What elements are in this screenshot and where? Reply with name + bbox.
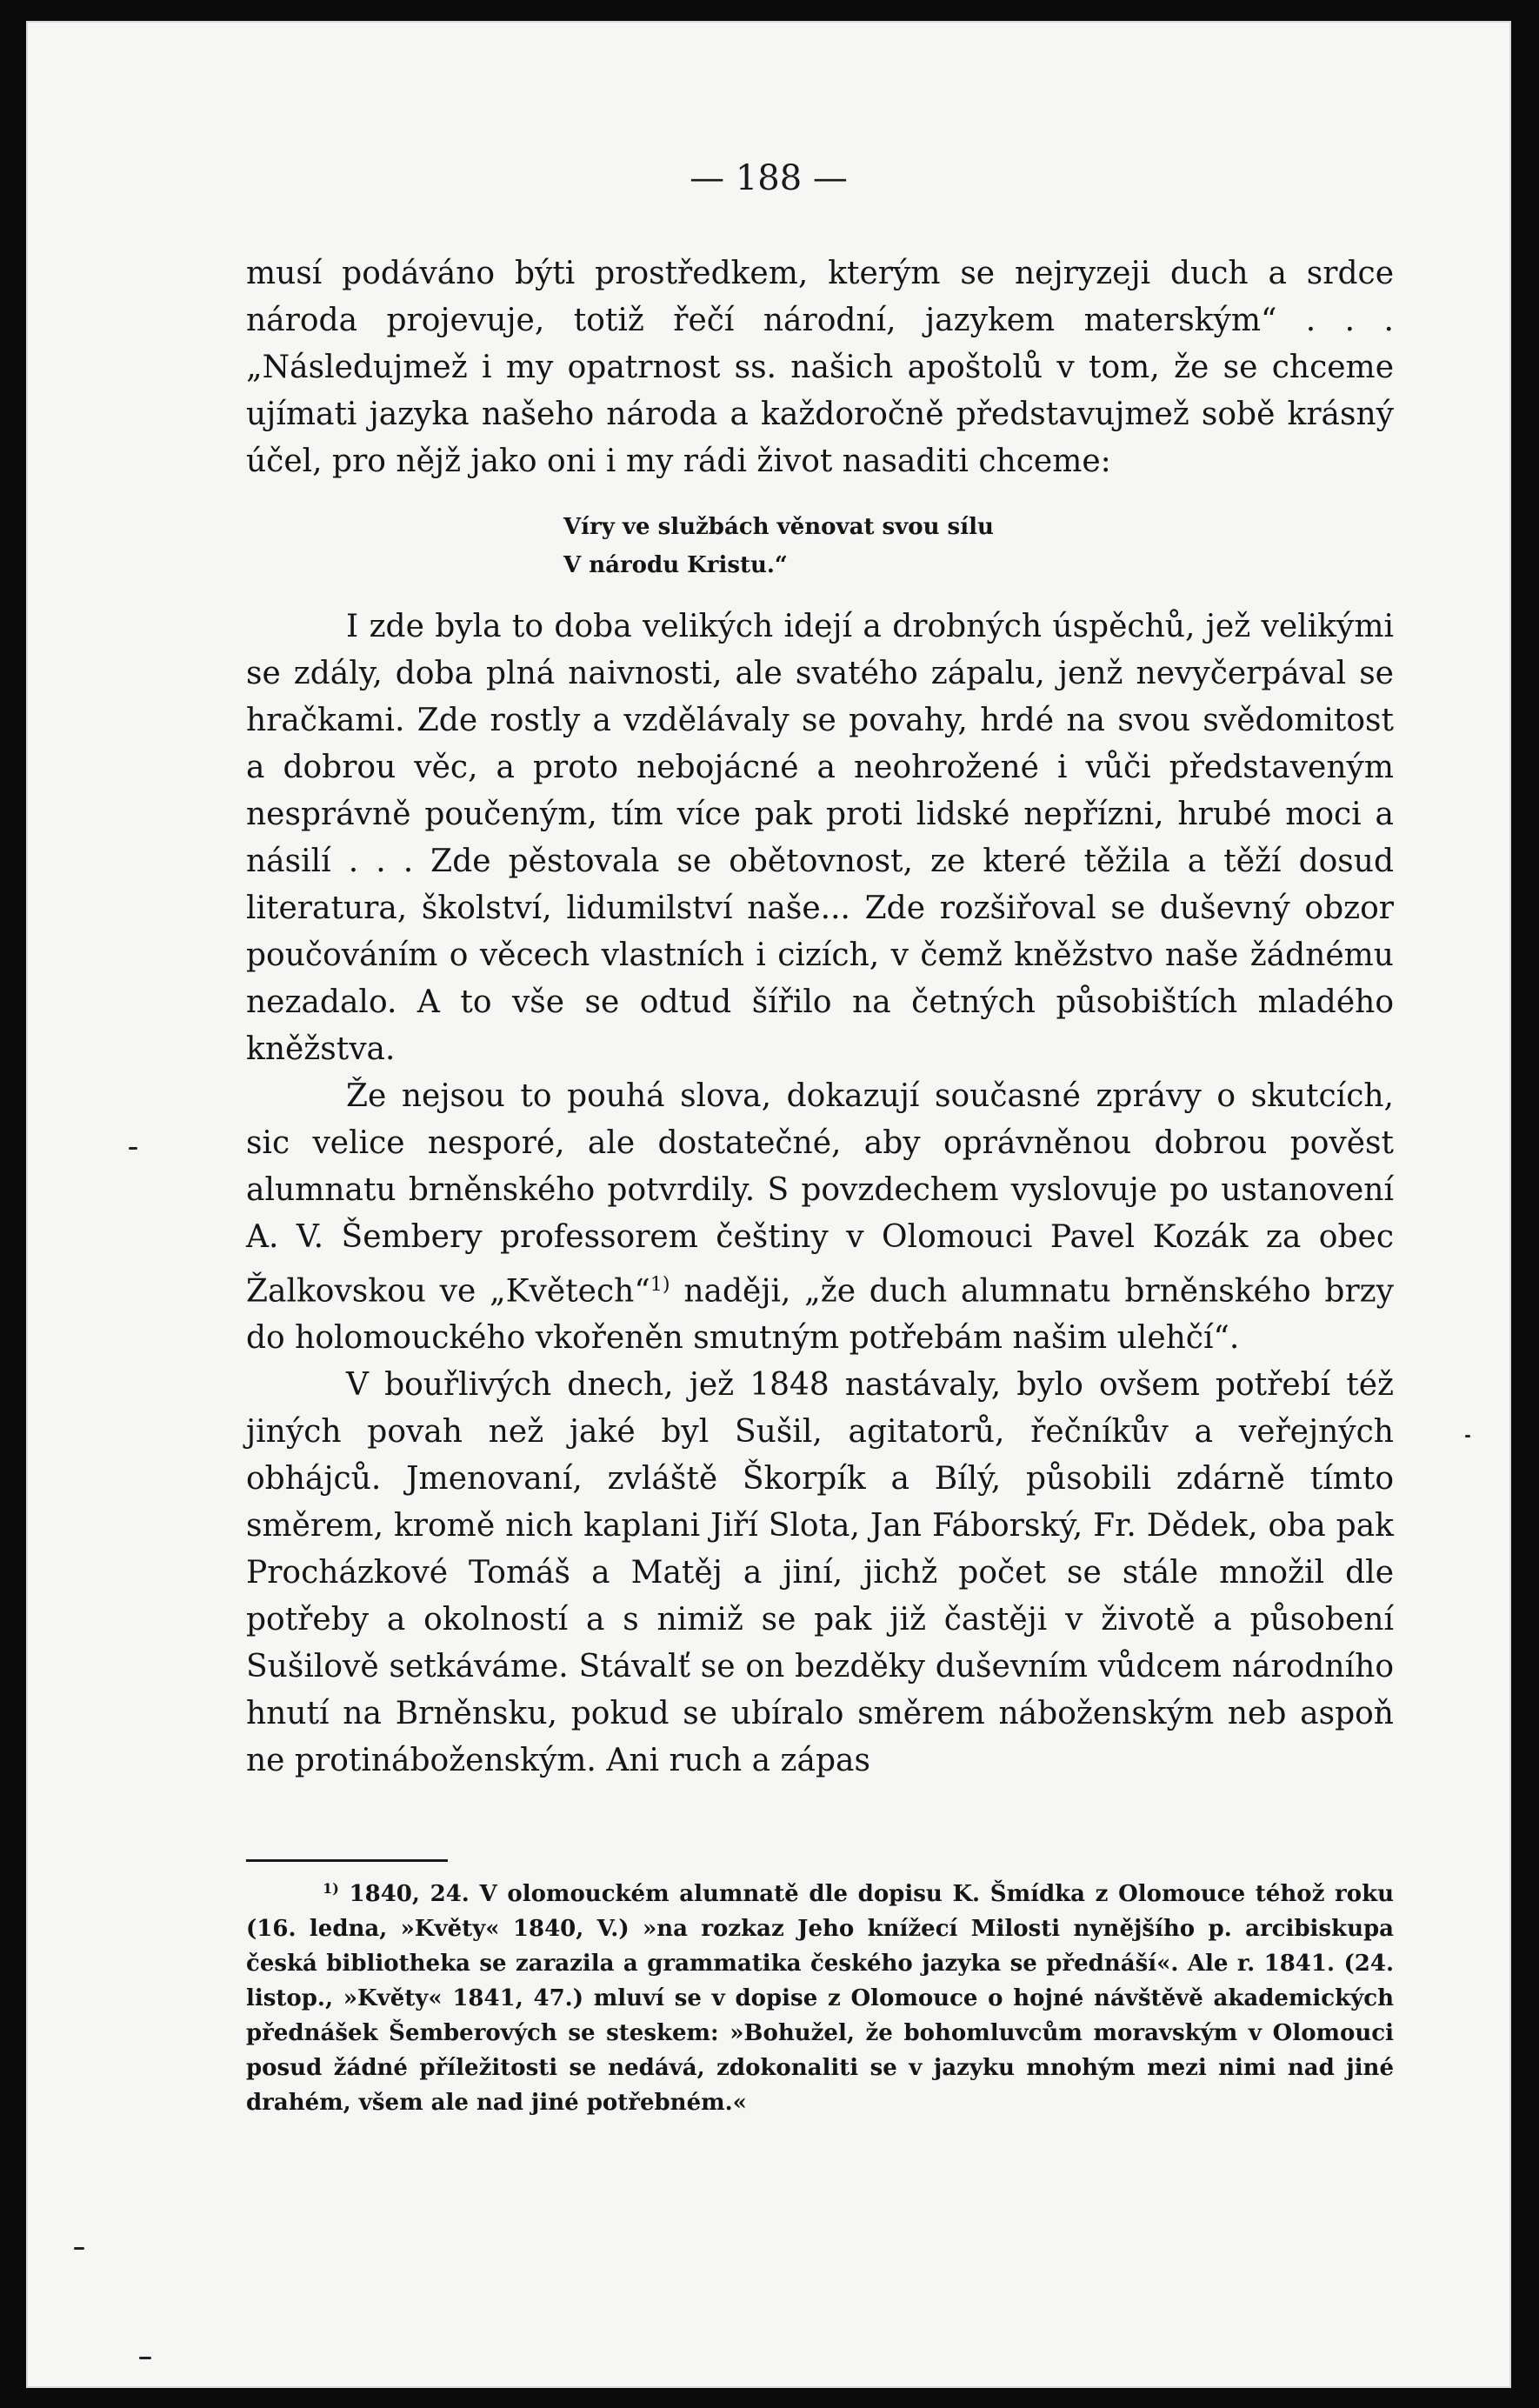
scan-speck bbox=[129, 1147, 137, 1150]
scan-speck bbox=[1465, 1435, 1470, 1437]
verse-line-2: V národu Kristu.“ bbox=[563, 552, 788, 578]
footnote-divider bbox=[246, 1859, 448, 1862]
paragraph-2: I zde byla to doba velikých idejí a drobných úspěchů, jež velikými se zdály, doba plná naivnosti, ale svatého zápalu, jenž nevyčerpával se hračkami. Zde rostly a vzdělávaly se povahy, hrdé na svou svědomitost a dobrou věc, a proto nebojácné a neohrožené i vůči představeným nesprávně poučeným, tím více pak proti lidské nepřízni, hrubé moci a násilí . . . Zde pěstovala se obětovnost, ze které těžila a těží dosud literatura, školství, lidumilství naše... Zde rozšiřoval se duševný obzor poučováním o věcech vlastních i cizích, v čemž kněžstvo naše žádnému nezadalo. A to vše se odtud šířilo na četných působištích mladého kněžstva. bbox=[246, 609, 1394, 1067]
page-number: — 188 — bbox=[690, 158, 848, 198]
book-page bbox=[26, 21, 1511, 2388]
footnote-ref-1: 1) bbox=[650, 1273, 670, 1296]
paragraph-4: V bouřlivých dnech, jež 1848 nastávaly, bylo ovšem potřebí též jiných povah než jaké byl Sušil, agitatorů, řečníkův a veřejných obhájců. Jmenovaní, zvláště Škorpík a Bílý, působili zdárně tímto směrem, kromě nich kaplani Jiří Slota, Jan Fáborský, Fr. Dědek, oba pak Procházkové Tomáš a Matěj a jiní, jichž počet se stále množil dle potřeby a okolností a s nimiž se pak již častěji v životě a působení Sušilově setkáváme. Stávalť se on bezděky duševním vůdcem národního hnutí na Brněnsku, pokud se ubíralo směrem náboženským neb aspoň ne protináboženským. Ani ruch a zápas bbox=[246, 1367, 1394, 1779]
paragraph-3 bbox=[246, 1073, 1394, 1362]
footnote-1-mark: 1) bbox=[323, 1880, 339, 1897]
verse-line-1: Víry ve službách věnovat svou sílu bbox=[563, 514, 994, 540]
footnotes bbox=[246, 1871, 1394, 2120]
body-text bbox=[246, 250, 1394, 1784]
footnote-1 bbox=[246, 1871, 1394, 2120]
footnote-1-text: 1840, 24. V olomouckém alumnatě dle dopisu K. Šmídka z Olomouce téhož roku (16. ledna, »Květy« 1840, V.) »na rozkaz Jeho knížecí Milosti nynějšího p. arcibiskupa česká bibliotheka se zarazila a grammatika českého jazyka se přednáší«. Ale r. 1841. (24. listop., »Květy« 1841, 47.) mluví se v dopise z Olomouce o hojné návštěvě akademických přednášek Šemberových se steskem: »Bohužel, že bohomluvcům moravským v Olomouci posud žádné příležitosti se nedává, zdokonaliti se v jazyku mnohým mezi nimi nad jiné drahém, všem ale nad jiné potřebném.« bbox=[246, 1880, 1394, 2116]
verse-quote bbox=[563, 508, 1394, 584]
scan-speck bbox=[139, 2357, 151, 2359]
paragraph-1: musí podáváno býti prostředkem, kterým se nejryzeji duch a srdce národa projevuje, totiž řečí národní, jazykem materským“ . . . „Následujmež i my opatrnost ss. našich apoštolů v tom, že se chceme ujímati jazyka našeho národa a každoročně představujmež sobě krásný účel, pro nějž jako oni i my rádi život nasaditi chceme: bbox=[246, 256, 1394, 479]
paragraph-3-text-a: Že nejsou to pouhá slova, dokazují současné zprávy o skutcích, sic velice nesporé, ale dostatečné, aby oprávněnou dobrou pověst alumnatu brněnského potvrdily. S povzdechem vyslovuje po ustanovení A. V. Šembery professorem češtiny v Olomouci Pavel Kozák za obec Žalkovskou ve „Květech“ bbox=[246, 1078, 1394, 1310]
paragraph-3-text-b: naději, „že duch alumnatu brněnského brzy do holomouckého vkořeněn smutným potřebám našim ulehčí“. bbox=[246, 1273, 1394, 1357]
scan-speck bbox=[74, 2247, 84, 2250]
